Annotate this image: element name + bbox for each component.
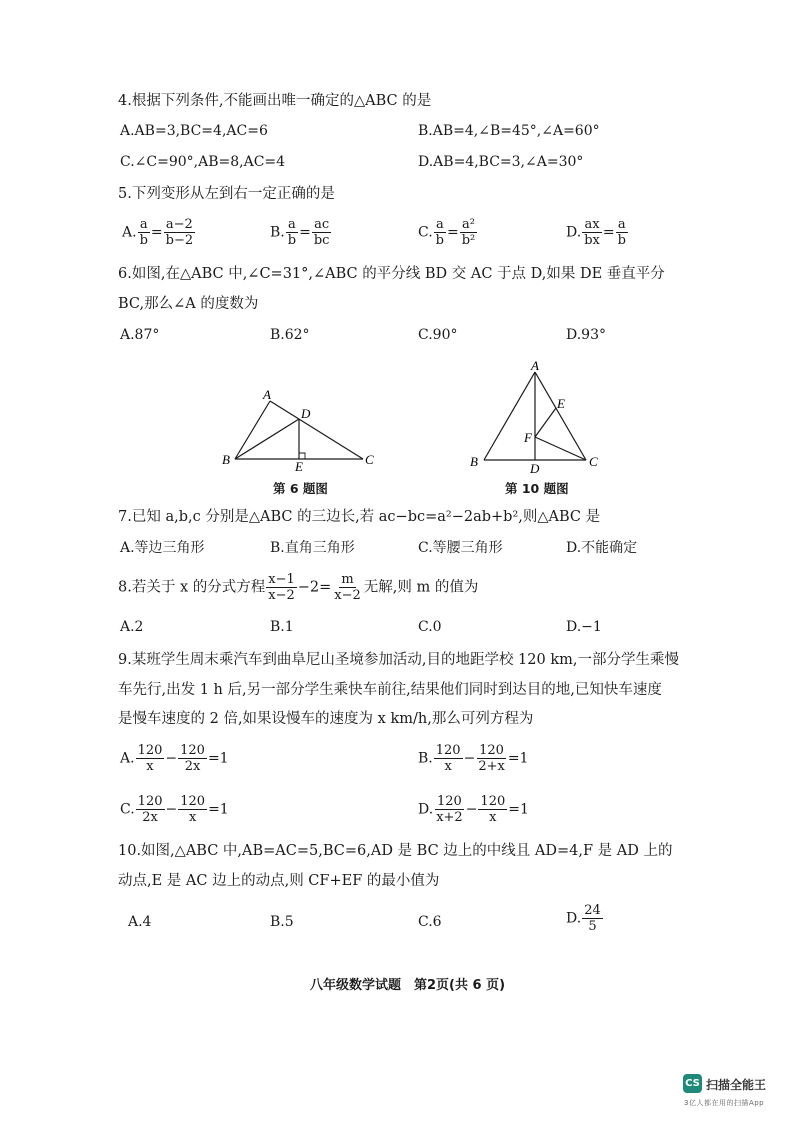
fraction: $\frac{120}{x}$ [480,794,506,825]
q8-stem-mid: −2= [297,579,332,596]
q4-option-b: B.AB=4,∠B=45°,∠A=60° [418,123,600,139]
fraction: $\frac{a}{b}$ [435,217,444,248]
fraction: $\frac{120}{x+2}$ [436,794,463,825]
q8-option-c: C.0 [418,619,442,635]
fraction: $\frac{120}{x}$ [180,794,206,825]
q9-option-b: B. $\frac{120}{x}$ − $\frac{120}{2+x}$ =1 [418,743,529,774]
q9-option-a: A. $\frac{120}{x}$ − $\frac{120}{2x}$ =1 [120,743,229,774]
q9-stem-line1: 9.某班学生周末乘汽车到曲阜尼山圣境参加活动,目的地距学校 120 km,一部分学生乘慢 [118,652,679,668]
watermark-tagline: 3亿人都在用的扫描App [684,1099,765,1107]
label-c: C [365,452,374,467]
q7-stem: 7.已知 a,b,c 分别是△ABC 的三边长,若 ac−bc=a²−2ab+b²,则△ABC 是 [118,509,601,525]
fraction: $\frac{ac}{bc}$ [313,217,330,248]
q6-stem-line1: 6.如图,在△ABC 中,∠C=31°,∠ABC 的平分线 BD 交 AC 于点 D,如果 DE 垂直平分 [118,266,665,282]
q10-option-a: A.4 [128,914,152,930]
label-d: D [301,406,311,421]
q10-stem-line2: 动点,E 是 AC 边上的动点,则 CF+EF 的最小值为 [118,873,440,889]
option-label: B. [270,224,285,241]
q5-option-b: B. $\frac{a}{b}$ = $\frac{ac}{bc}$ [270,217,330,248]
q9-stem-line3: 是慢车速度的 2 倍,如果设慢车的速度为 x km/h,那么可列方程为 [118,711,534,727]
q4-option-d: D.AB=4,BC=3,∠A=30° [418,154,584,170]
q4-option-a: A.AB=3,BC=4,AC=6 [120,123,268,139]
q9-stem-line2: 车先行,出发 1 h 后,另一部分学生乘快车前往,结果他们同时到达目的地,已知快车速度 [118,682,662,698]
q4-stem: 4.根据下列条件,不能画出唯一确定的△ABC 的是 [118,93,432,109]
fraction: $\frac{120}{2+x}$ [478,743,505,774]
option-label: A. [122,224,137,241]
q8-stem [118,572,478,603]
option-label: B. [418,750,433,767]
q8-option-a: A.2 [120,619,144,635]
q7-option-d: D.不能确定 [566,540,638,556]
q5-stem: 5.下列变形从左到右一定正确的是 [118,186,335,202]
q5-option-c: C. $\frac{a}{b}$ = $\frac{\text{a²}}{\text{b²}}$ [418,217,476,248]
fraction: $\frac{120}{x}$ [137,743,163,774]
label-a: A [531,358,539,373]
segment-ab [484,372,535,460]
q8-stem-pre: 8.若关于 x 的分式方程 [118,579,266,596]
label-f: F [524,430,532,445]
q8-option-d: D.−1 [566,619,602,635]
fraction: $\frac{120}{2x}$ [137,794,163,825]
segment-fc [535,437,586,460]
q8-option-b: B.1 [270,619,294,635]
q5-option-d: D. $\frac{ax}{bx}$ = $\frac{a}{b}$ [566,217,626,248]
segment-ac [535,372,586,460]
q8-stem-post: 无解,则 m 的值为 [363,579,479,596]
q4-option-c: C.∠C=90°,AB=8,AC=4 [120,154,286,170]
figure-10-caption: 第 10 题图 [505,481,569,496]
camscanner-logo-icon: CS [683,1074,702,1093]
page-footer: 八年级数学试题 第2页(共 6 页) [310,978,506,993]
fraction: $\frac{24}{5}$ [584,903,601,934]
option-label: C. [120,801,135,818]
q10-option-c: C.6 [418,914,442,930]
q6-option-b: B.62° [270,327,310,343]
q6-option-c: C.90° [418,327,458,343]
label-d: D [530,461,540,476]
option-label: D. [566,224,582,241]
label-c: C [589,454,598,469]
fraction: $\frac{ax}{bx}$ [584,217,600,248]
fraction: $\frac{120}{x}$ [435,743,461,774]
label-b: B [222,452,230,467]
q10-option-d [566,903,604,934]
q7-option-c: C.等腰三角形 [418,540,503,556]
fraction: $\frac{m}{x-2}$ [334,572,361,603]
segment-bd [235,419,299,459]
label-e: E [295,459,303,474]
option-label: D. [566,910,582,927]
label-b: B [470,454,478,469]
option-label: D. [418,801,434,818]
option-label: A. [120,750,135,767]
label-e: E [557,396,565,411]
q9-option-d: D. $\frac{120}{x+2}$ − $\frac{120}{x}$ =1 [418,794,529,825]
fraction: $\frac{a}{b}$ [139,217,148,248]
fraction: $\frac{a}{b}$ [617,217,626,248]
fraction: $\frac{\text{a²}}{\text{b²}}$ [461,217,476,248]
figure-6-caption: 第 6 题图 [273,481,328,496]
figure-6-triangle [215,384,385,474]
q10-stem-line1: 10.如图,△ABC 中,AB=AC=5,BC=6,AD 是 BC 边上的中线且 AD=4,F 是 AD 上的 [118,843,673,859]
q6-option-d: D.93° [566,327,606,343]
fraction: $\frac{a}{b}$ [287,217,297,248]
q7-option-b: B.直角三角形 [270,540,355,556]
segment-fe [535,408,556,437]
segment-ab [235,401,270,459]
q6-stem-line2: BC,那么∠A 的度数为 [118,296,259,312]
fraction: $\frac{120}{2x}$ [180,743,205,774]
q6-option-a: A.87° [120,327,160,343]
segment-ac [270,401,363,459]
label-a: A [263,387,271,402]
watermark-app-name: 扫描全能王 [706,1078,767,1092]
q10-option-b: B.5 [270,914,294,930]
fraction: $\frac{x-1}{x-2}$ [268,572,295,603]
fraction: $\frac{a-2}{b-2}$ [165,217,194,248]
q9-option-c: C. $\frac{120}{2x}$ − $\frac{120}{x}$ =1 [120,794,229,825]
q5-option-a: A. $\frac{a}{b}$ = $\frac{a-2}{b-2}$ [122,217,194,248]
figure-10-triangle [462,358,607,476]
q7-option-a: A.等边三角形 [120,540,205,556]
option-label: C. [418,224,433,241]
